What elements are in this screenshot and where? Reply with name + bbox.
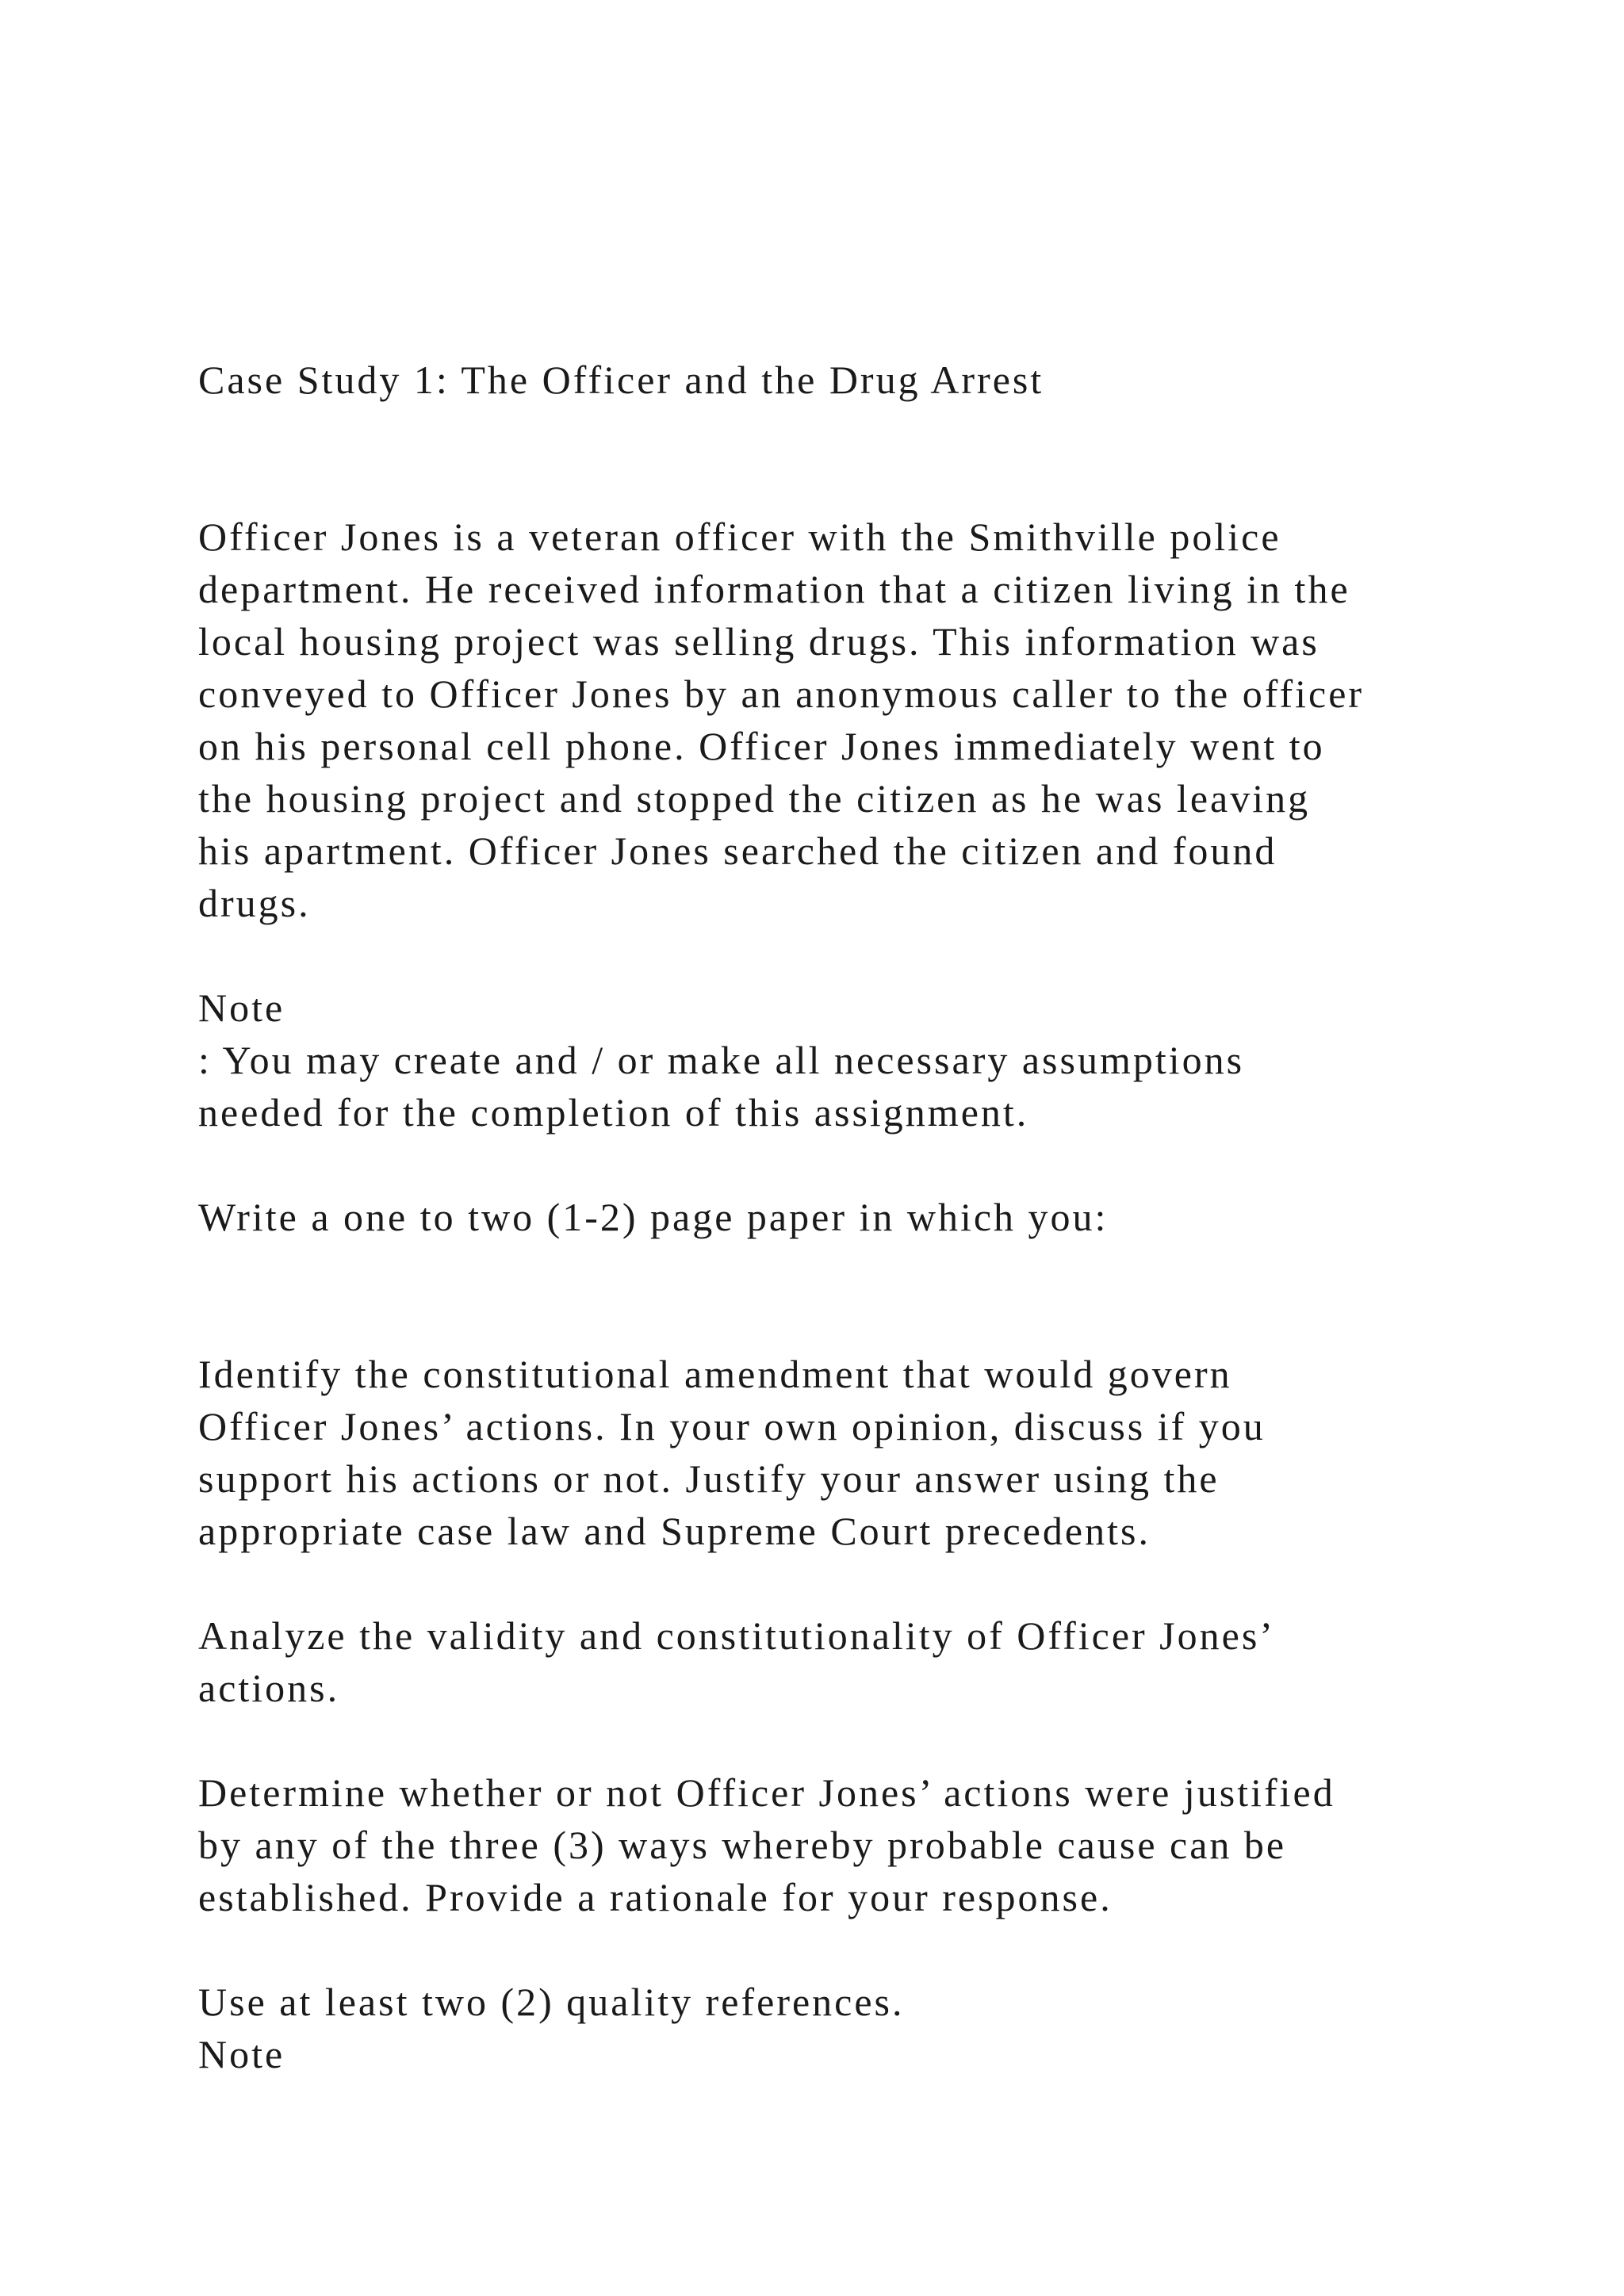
note-line: : You may create and / or make all necessary assumptions [198,1038,1245,1082]
scenario-line: on his personal cell phone. Officer Jones immediately went to [198,724,1325,768]
scenario-line: local housing project was selling drugs. This information was [198,619,1320,664]
task-1-line: Identify the constitutional amendment that would govern [198,1352,1232,1396]
document-title: Case Study 1: The Officer and the Drug Arrest [198,358,1044,402]
note-line: needed for the completion of this assignment. [198,1090,1029,1135]
scenario-line: department. He received information that a citizen living in the [198,567,1350,611]
scenario-line: drugs. [198,881,311,925]
task-1-line: Officer Jones’ actions. In your own opinion, discuss if you [198,1404,1266,1448]
scenario-line: the housing project and stopped the citizen as he was leaving [198,776,1311,821]
scenario-line: his apartment. Officer Jones searched the citizen and found [198,828,1277,873]
closing-note-label: Note [198,2032,285,2076]
note-label: Note [198,985,285,1030]
task-4-line: Use at least two (2) quality references. [198,1980,905,2024]
scenario-line: Officer Jones is a veteran officer with the Smithville police [198,515,1281,559]
task-3-line: Determine whether or not Officer Jones’ actions were justified [198,1770,1335,1815]
task-2-line: Analyze the validity and constitutionality of Officer Jones’ [198,1613,1275,1658]
task-3-line: by any of the three (3) ways whereby probable cause can be [198,1823,1287,1867]
assignment-instruction: Write a one to two (1-2) page paper in which you: [198,1195,1109,1239]
task-2-line: actions. [198,1666,340,1710]
scenario-line: conveyed to Officer Jones by an anonymous caller to the officer [198,672,1365,716]
task-3-line: established. Provide a rationale for your response. [198,1875,1113,1919]
task-1-line: support his actions or not. Justify your answer using the [198,1456,1220,1501]
task-1-line: appropriate case law and Supreme Court precedents. [198,1509,1151,1553]
